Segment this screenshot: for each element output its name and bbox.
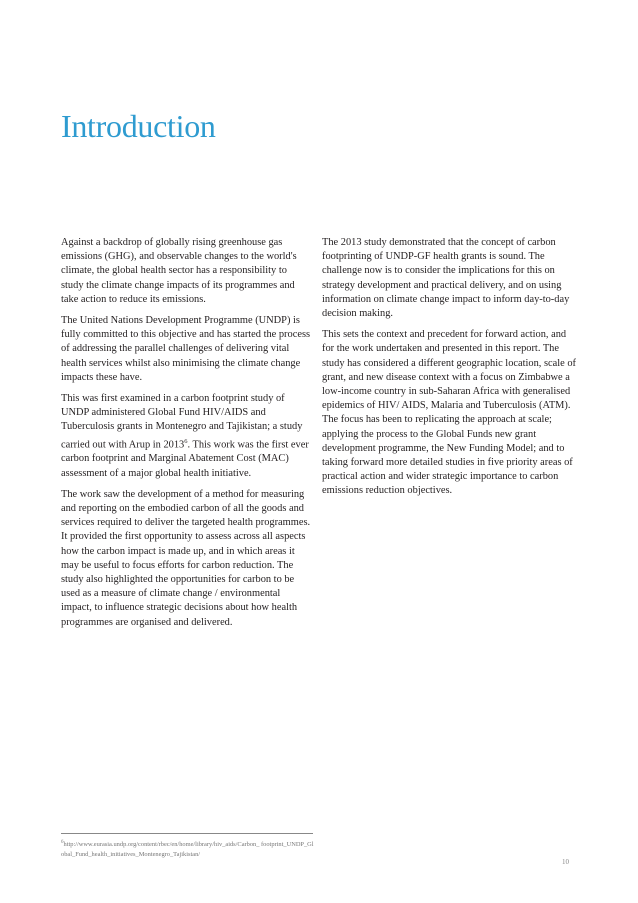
paragraph-text-before-footnote: This was first examined in a carbon footprint study of UNDP administered Global Fund HIV/AIDS and Tuberculosis grants in Montenegro and Tajikistan; a study carried out with Arup in 2013 <box>61 393 303 451</box>
intro-paragraph-1: Against a backdrop of globally rising greenhouse gas emissions (GHG), and observable changes to the world's climate, the global health sector has a responsibility to study the climate change impacts of its programmes and take action to reduce its emissions. <box>61 237 297 305</box>
footnote-divider <box>61 833 313 834</box>
footnote-link[interactable]: http://www.eurasia.undp.org/content/rbec/en/home/library/hiv_aids/Carbon_ footprint_UNDP_Global_Fund_health_initiatives_Montenegro_Tajikistan/ <box>61 841 314 859</box>
paragraph-text-after-footnote: . This work was the first ever carbon footprint and Marginal Abatement Cost (MAC) assessment of a major global health initiative. <box>61 439 309 479</box>
footnote-marker: 6 <box>61 840 64 845</box>
page-title: Introduction <box>61 108 216 144</box>
intro-paragraph-4: The work saw the development of a method for measuring and reporting on the embodied carbon of all the goods and services required to deliver the targeted health programmes. It provided the first opportunity to assess across all aspects how the carbon impact is made up, and in which areas it may be useful to focus efforts for carbon reduction. The study also highlighted the opportunities for carbon to be used as a measure of climate change / environmental impact, to influence strategic decisions about how health programmes are organised and delivered. <box>61 488 311 628</box>
footnote-reference: 6 <box>184 437 188 445</box>
intro-paragraph-2: The United Nations Development Programme (UNDP) is fully committed to this objective and has started the process of addressing the parallel challenges of delivering vital health services whilst also minimising the climate change impacts these have. <box>61 315 311 383</box>
footnote <box>61 838 316 860</box>
left-column <box>61 236 311 637</box>
intro-paragraph-3 <box>61 392 311 481</box>
page-number: 10 <box>562 858 569 866</box>
intro-paragraph-6: This sets the context and precedent for forward action, and for the work undertaken and presented in this report. The study has considered a different geographic location, scale of grant, and new disease context with a focus on Zimbabwe a low-income country in sub-Saharan Africa with generalised epidemics of HIV/ AIDS, Malaria and Tuberculosis (ATM). The focus has been to replicating the approach at scale; applying the process to the Global Funds new grant development programme, the New Funding Model; and to taking forward more detailed studies in five priority areas of practical action and wider strategic importance to carbon emissions reduction objectives. <box>322 329 576 497</box>
intro-paragraph-5: The 2013 study demonstrated that the concept of carbon footprinting of UNDP-GF health grants is sound. The challenge now is to consider the implications for this on strategy development and practical delivery, and on using information on climate change impact to inform day-to-day decision making. <box>322 237 570 320</box>
right-column <box>322 236 580 506</box>
